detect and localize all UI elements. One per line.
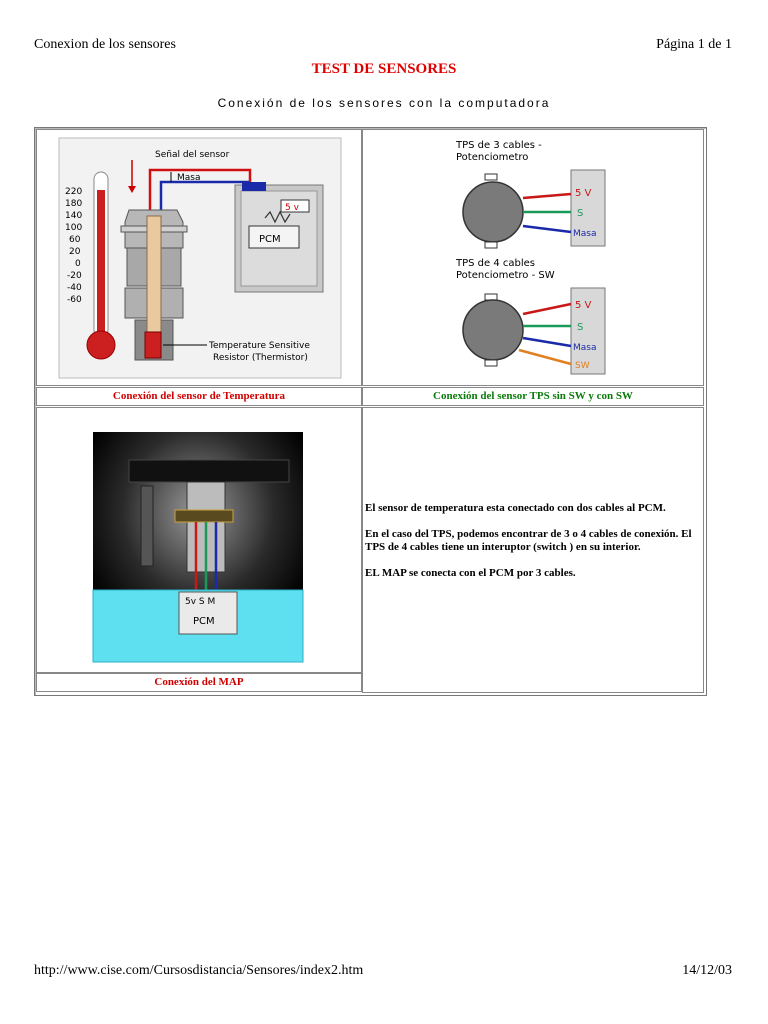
scale-100: 100: [65, 223, 83, 233]
tps3-masa-label: Masa: [573, 229, 597, 239]
description-paragraph-1: El sensor de temperatura esta conectado con dos cables al PCM.: [365, 502, 666, 514]
source-url: http://www.cise.com/Cursosdistancia/Sensores/index2.htm: [34, 963, 364, 978]
map-caption: Conexión del MAP: [154, 676, 244, 688]
print-date: 14/12/03: [682, 963, 732, 978]
tps3-s-label: S: [577, 208, 584, 219]
resistor-label-1: Temperature Sensitive: [209, 341, 310, 351]
document-subtitle: Conexión de los sensores con la computadora: [217, 96, 551, 110]
tps3-title-1: TPS de 3 cables -: [456, 140, 542, 151]
scale-0: 0: [75, 259, 81, 269]
voltage-label: 5 v: [285, 203, 299, 213]
scale-20: 20: [69, 247, 81, 257]
description-text: [365, 502, 699, 593]
tps4-title-2: Potenciometro - SW: [456, 270, 555, 281]
map-sensor-diagram: [37, 408, 361, 672]
scale-60: 60: [69, 235, 81, 245]
map-pcm-label: PCM: [193, 616, 215, 627]
signal-label: Señal del sensor: [155, 150, 230, 160]
document-title: TEST DE SENSORES: [311, 61, 457, 77]
tps3-title-2: Potenciometro: [456, 152, 529, 163]
map-pin-labels: 5v S M: [185, 597, 216, 607]
tps4-masa-label: Masa: [573, 343, 597, 353]
scale-140: 140: [65, 211, 83, 221]
page-header-title: Conexion de los sensores: [34, 37, 176, 52]
tps-diagram-cell: [362, 129, 704, 386]
tps4-s-label: S: [577, 322, 584, 333]
pcm-label: PCM: [259, 234, 281, 245]
scale-180: 180: [65, 199, 83, 209]
tps4-5v-label: 5 V: [575, 300, 592, 311]
tps-caption-cell: [362, 387, 704, 406]
page-number: Página 1 de 1: [656, 37, 732, 52]
description-paragraph-2: En el caso del TPS, podemos encontrar de 3 o 4 cables de conexión. El TPS de 4 cables tiene un interuptor (switch ) en su interior.: [365, 528, 692, 553]
tps3-5v-label: 5 V: [575, 188, 592, 199]
tps-sensor-diagram: [363, 130, 703, 385]
resistor-label-2: Resistor (Thermistor): [213, 353, 308, 363]
temp-caption: Conexión del sensor de Temperatura: [112, 390, 286, 402]
description-cell: [362, 407, 704, 693]
ground-label: Masa: [177, 173, 201, 183]
temp-sensor-diagram: [37, 130, 361, 385]
temp-caption-cell: [36, 387, 362, 406]
scale-minus-40: -40: [67, 283, 82, 293]
scale-minus-60: -60: [67, 295, 82, 305]
tps4-title-1: TPS de 4 cables: [456, 258, 535, 269]
sensor-table: [34, 127, 707, 696]
tps4-sw-label: SW: [575, 361, 590, 371]
scale-220: 220: [65, 187, 83, 197]
tps-caption: Conexión del sensor TPS sin SW y con SW: [433, 390, 633, 402]
description-paragraph-3: EL MAP se conecta con el PCM por 3 cables.: [365, 567, 576, 579]
temp-diagram-cell: [36, 129, 362, 386]
scale-minus-20: -20: [67, 271, 82, 281]
map-diagram-cell: [36, 407, 362, 673]
map-caption-cell: [36, 673, 362, 692]
